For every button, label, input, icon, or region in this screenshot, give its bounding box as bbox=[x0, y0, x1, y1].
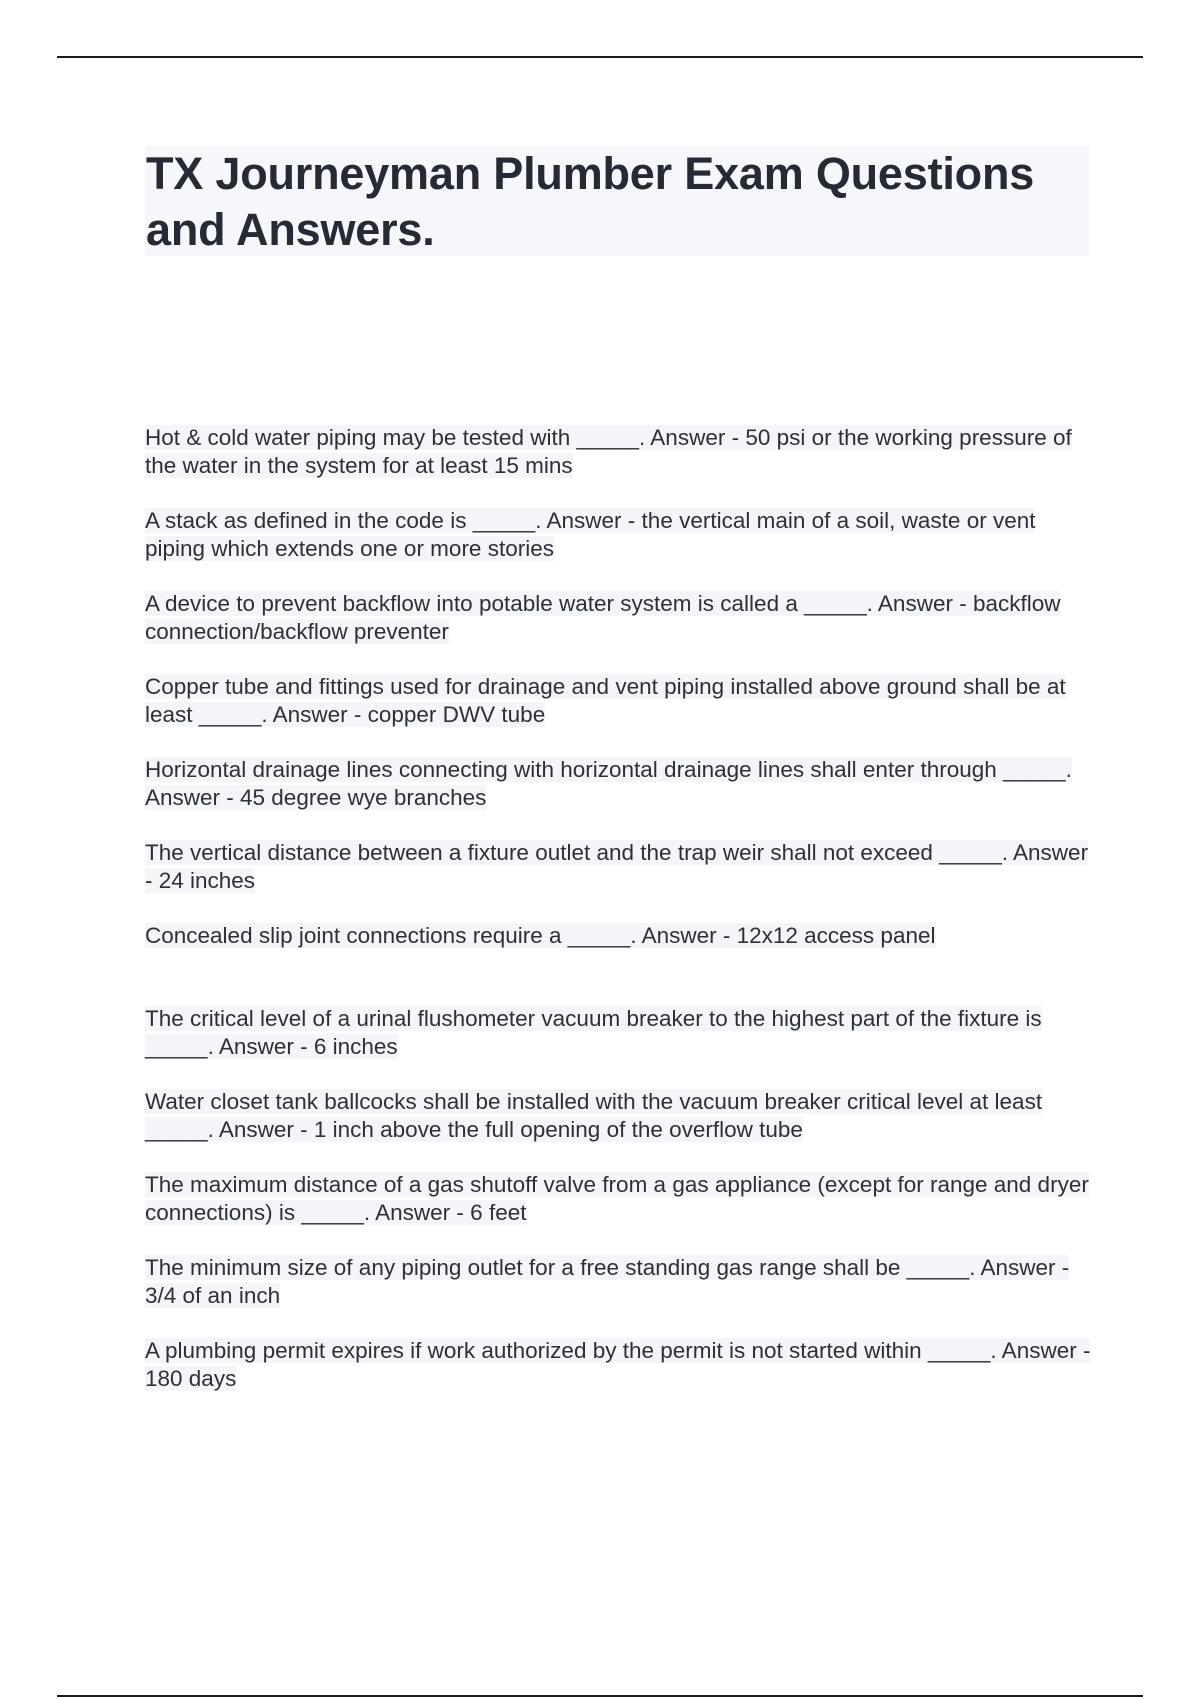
question-answer-text: Copper tube and fittings used for drainage and vent piping installed above ground shall be at least _____. Answer - copper DWV tube bbox=[145, 674, 1066, 727]
list-item bbox=[145, 756, 1095, 839]
question-answer-text: A stack as defined in the code is _____. Answer - the vertical main of a soil, waste or vent piping which extends one or more stories bbox=[145, 508, 1036, 561]
title-block bbox=[145, 146, 1089, 256]
question-answer-text: Hot & cold water piping may be tested with _____. Answer - 50 psi or the working pressure of the water in the system for at least 15 mins bbox=[145, 425, 1072, 478]
question-answer-text: The vertical distance between a fixture outlet and the trap weir shall not exceed _____. Answer - 24 inches bbox=[145, 840, 1089, 893]
bottom-rule bbox=[57, 1695, 1143, 1697]
question-answer-text: Concealed slip joint connections require a _____. Answer - 12x12 access panel bbox=[145, 923, 936, 948]
list-item bbox=[145, 590, 1095, 673]
question-answer-list bbox=[145, 424, 1095, 1420]
question-answer-text: Water closet tank ballcocks shall be installed with the vacuum breaker critical level at least _____. Answer - 1 inch above the full opening of the overflow tube bbox=[145, 1089, 1043, 1142]
top-rule bbox=[57, 56, 1143, 58]
list-item bbox=[145, 839, 1095, 922]
question-answer-text: The critical level of a urinal flushometer vacuum breaker to the highest part of the fixture is _____. Answer - 6 inches bbox=[145, 1006, 1042, 1059]
list-item bbox=[145, 673, 1095, 756]
question-answer-text: Horizontal drainage lines connecting with horizontal drainage lines shall enter through _____. Answer - 45 degree wye branches bbox=[145, 757, 1072, 810]
list-item bbox=[145, 1171, 1095, 1254]
list-item bbox=[145, 1088, 1095, 1171]
list-item bbox=[145, 1337, 1095, 1420]
list-item bbox=[145, 1254, 1095, 1337]
question-answer-text: The minimum size of any piping outlet for a free standing gas range shall be _____. Answer - 3/4 of an inch bbox=[145, 1255, 1070, 1308]
question-answer-text: The maximum distance of a gas shutoff valve from a gas appliance (except for range and dryer connections) is _____. Answer - 6 feet bbox=[145, 1172, 1089, 1225]
question-answer-text: A device to prevent backflow into potable water system is called a _____. Answer - backflow connection/backflow preventer bbox=[145, 591, 1061, 644]
document-title: TX Journeyman Plumber Exam Questions and Answers. bbox=[146, 148, 1035, 255]
question-answer-text: A plumbing permit expires if work authorized by the permit is not started within _____. Answer - 180 days bbox=[145, 1338, 1091, 1391]
list-item bbox=[145, 1005, 1095, 1088]
list-item bbox=[145, 507, 1095, 590]
list-item bbox=[145, 424, 1095, 507]
list-item bbox=[145, 922, 1095, 1005]
